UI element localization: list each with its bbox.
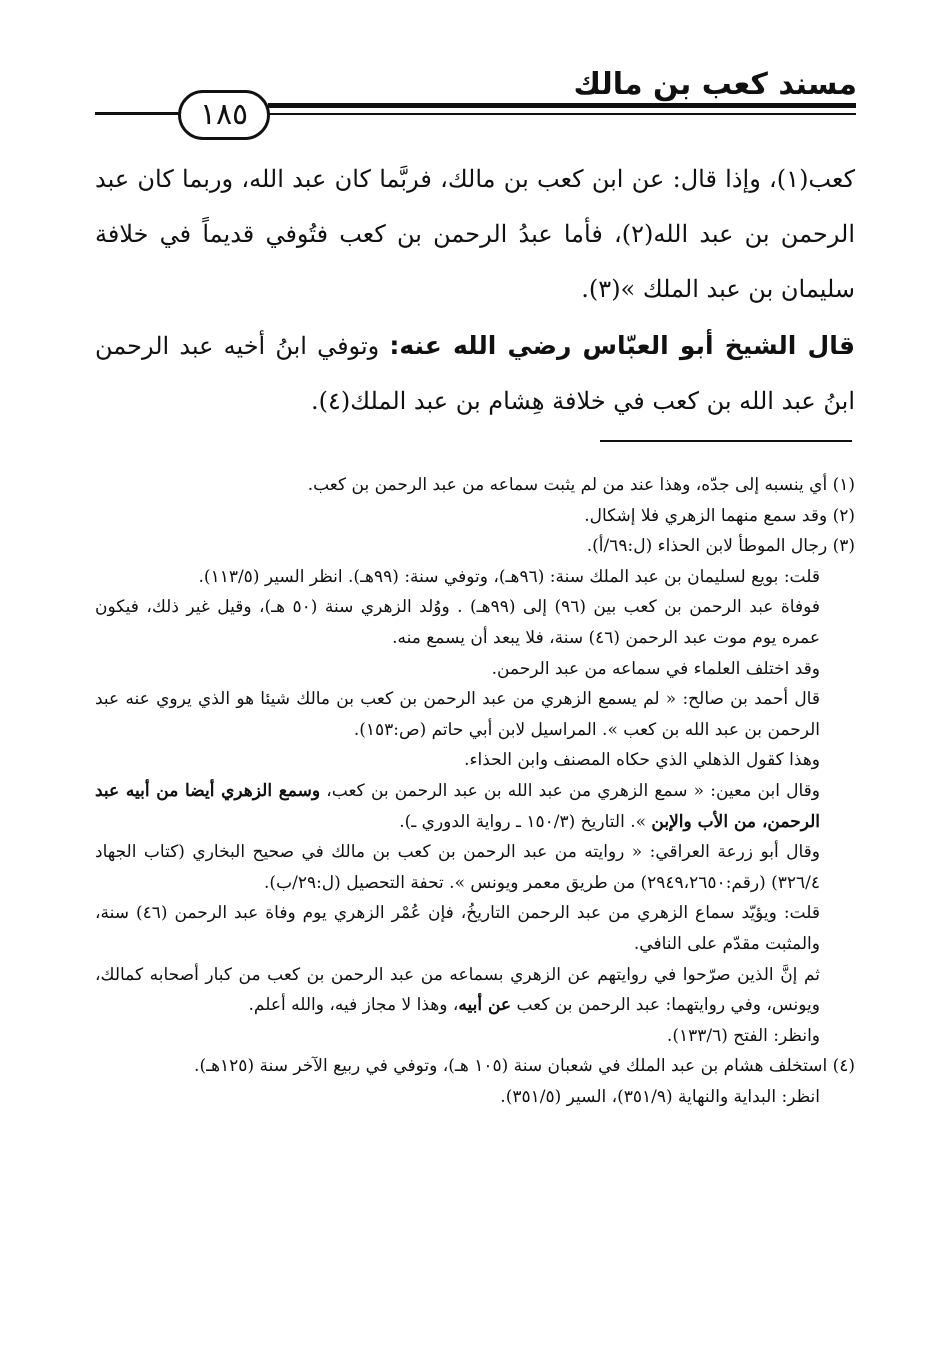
- an-abihi-bold: عن أبيه: [458, 995, 512, 1016]
- footnote-1: (١) أي ينسبه إلى جدّه، وهذا عند من لم يثبت سماعه من عبد الرحمن بن كعب.: [307, 475, 855, 495]
- footnote-3-line-h: قلت: ويؤيّد سماع الزهري من عبد الرحمن التاريخُ، فإن عُمْر الزهري يوم وفاة عبد الرحمن (٤٦) سنة، والمثبت مقدّم على النافي.: [95, 903, 820, 954]
- header-rule-left: [95, 112, 181, 115]
- page-header: [0, 0, 950, 140]
- footnote-3-line-b: فوفاة عبد الرحمن بن كعب بين (٩٦) إلى (٩٩هـ) . ووُلد الزهري سنة (٥٠ هـ)، وقيل غير ذلك، فيكون عمره يوم موت عبد الرحمن (٤٦) سنة، فلا يبعد أن يسمع منه.: [95, 597, 820, 648]
- footnotes: [95, 470, 855, 1112]
- companions-text-end: ، وهذا لا مجاز فيه، والله أعلم.: [248, 995, 459, 1016]
- ibn-maeen-source: ». التاريخ (١٥٠/٣ ـ رواية الدوري ـ).: [399, 811, 652, 832]
- main-text-2: [95, 318, 855, 429]
- main-text: [95, 152, 855, 317]
- footnote-4: (٤) استخلف هشام بن عبد الملك في شعبان سنة (١٠٥ هـ)، وتوفي في ربيع الآخر سنة (١٢٥هـ).: [194, 1056, 855, 1077]
- page-number-badge: ١٨٥: [178, 90, 270, 140]
- footnote-3-line-j: وانظر: الفتح (١٣٣/٦).: [666, 1025, 820, 1046]
- footnote-3-line-i: [95, 960, 855, 1021]
- footnote-3: (٣) رجال الموطأ لابن الحذاء (ل:٦٩/أ).: [586, 536, 855, 557]
- footnote-2: (٢) وقد سمع منهما الزهري فلا إشكال.: [584, 505, 855, 526]
- main-paragraph-2: [95, 318, 855, 429]
- footnote-divider: [600, 440, 852, 442]
- footnote-3-line-a: قلت: بويع لسليمان بن عبد الملك سنة: (٩٦هـ)، وتوفي سنة: (٩٩هـ). انظر السير (١١٣/٥).: [198, 566, 820, 587]
- footnote-3-line-f: [95, 776, 855, 837]
- footnote-3-line-d: قال أحمد بن صالح: « لم يسمع الزهري من عبد الرحمن بن كعب بن مالك شيئا هو الذي يروي عنه عبد الرحمن بن عبد الله بن كعب ». المراسيل لابن أبي حاتم (ص:١٥٣).: [95, 689, 820, 740]
- footnote-3-line-c: وقد اختلف العلماء في سماعه من عبد الرحمن.: [491, 658, 820, 679]
- header-rule-bottom: [268, 113, 856, 115]
- footnote-4-line-a: انظر: البداية والنهاية (٣٥١/٩)، السير (٣٥١/٥).: [500, 1086, 820, 1107]
- ibn-maeen-quote: وقال ابن معين: « سمع الزهري من عبد الله بن عبد الرحمن بن كعب،: [320, 780, 820, 801]
- running-title: مسند كعب بن مالك: [573, 67, 857, 102]
- footnote-3-line-g: وقال أبو زرعة العراقي: « روايته من عبد الرحمن بن كعب بن مالك في صحيح البخاري (كتاب الجهاد ٣٢٦/٤) (رقم:٢٩٤٩،٢٦٥٠) من طريق معمر ويونس ». تحفة التحصيل (ل:٢٩/ب).: [95, 842, 820, 893]
- main-paragraph-1: كعب(١)، وإذا قال: عن ابن كعب بن مالك، فربَّما كان عبد الله، وربما كان عبد الرحمن بن عبد الله(٢)، فأما عبدُ الرحمن بن كعب فتُوفي قديماً في خلافة سليمان بن عبد الملك »(٣).: [95, 165, 855, 303]
- shaykh-heading: قال الشيخ أبو العبّاس رضي الله عنه:: [389, 331, 855, 360]
- companions-text: ثم إنَّ الذين صرّحوا في روايتهم عن الزهري بسماعه من عبد الرحمن بن كعب من كبار أصحابه كمالك، ويونس، وفي روايتهما: عبد الرحمن بن كعب: [95, 964, 820, 1016]
- ibn-maeen-bold: وسمع الزهري أيضا من أبيه عبد الرحمن، من الأب والإبن: [95, 780, 820, 832]
- main-paragraph-2-text: وتوفي ابنُ أخيه عبد الرحمن ابنُ عبد الله بن كعب في خلافة هِشام بن عبد الملك(٤).: [95, 332, 855, 415]
- header-rule-top: [268, 103, 856, 108]
- footnote-3-line-e: وهذا كقول الذهلي الذي حكاه المصنف وابن الحذاء.: [464, 750, 820, 771]
